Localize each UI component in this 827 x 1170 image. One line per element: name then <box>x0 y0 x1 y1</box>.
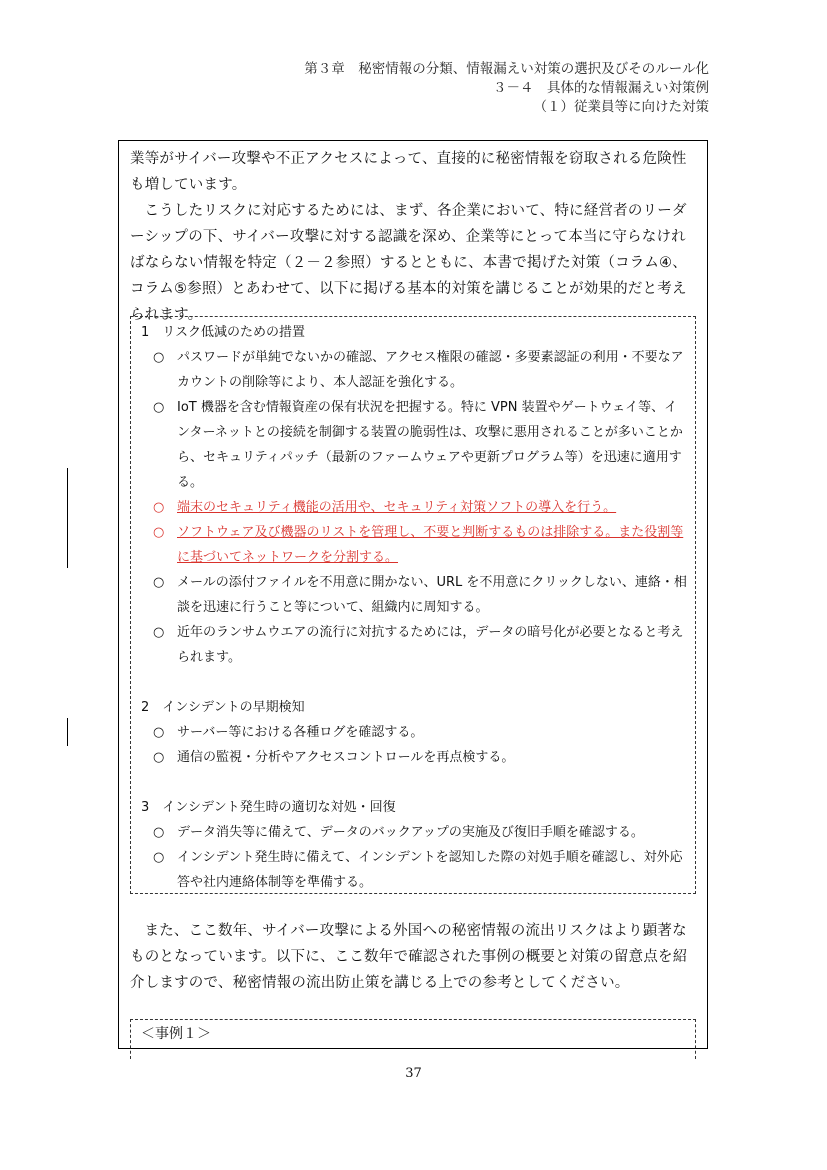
circle-bullet-icon: ○ <box>153 750 165 765</box>
list-item <box>141 620 687 670</box>
circle-bullet-icon: ○ <box>153 625 165 640</box>
item-text: 通信の監視・分析やアクセスコントロールを再点検する。 <box>177 750 515 765</box>
list-item <box>141 395 687 495</box>
item-text: 端末のセキュリティ機能の活用や、セキュリティ対策ソフトの導入を行う。 <box>177 500 617 515</box>
circle-bullet-icon: ○ <box>153 575 165 590</box>
chapter-title: 第３章 秘密情報の分類、情報漏えい対策の選択及びそのルール化 <box>304 61 709 77</box>
item-text: インシデント発生時に備えて、インシデントを認知した際の対処手順を確認し、対外応答や社内連絡体制等を準備する。 <box>177 850 683 890</box>
list-item <box>141 820 687 845</box>
case-box <box>130 1019 696 1059</box>
revision-bar-2 <box>67 718 68 746</box>
item-text: パスワードが単純でないかの確認、アクセス権限の確認・多要素認証の利用・不要なアカウントの削除等により、本人認証を強化する。 <box>177 350 684 390</box>
list-item <box>141 720 687 745</box>
item-text: ソフトウェア及び機器のリストを管理し、不要と判断するものは排除する。また役割等に基づいてネットワークを分割する。 <box>177 525 684 565</box>
outro-section <box>130 918 696 996</box>
list-item <box>141 570 687 620</box>
intro-paragraph-1: 業等がサイバー攻撃や不正アクセスによって、直接的に秘密情報を窃取される危険性も増しています。 <box>130 151 687 193</box>
item-text: サーバー等における各種ログを確認する。 <box>177 725 424 740</box>
intro-section <box>130 146 696 328</box>
circle-bullet-icon: ○ <box>153 725 165 740</box>
circle-bullet-icon: ○ <box>153 825 165 840</box>
item-text: 近年のランサムウエアの流行に対抗するためには，データの暗号化が必要となると考えられます。 <box>177 625 684 665</box>
list-item-highlighted <box>141 495 687 520</box>
revision-bar-1 <box>67 468 68 568</box>
circle-bullet-icon: ○ <box>153 850 165 865</box>
circle-bullet-icon: ○ <box>153 525 165 540</box>
circle-bullet-icon: ○ <box>153 400 165 415</box>
list-item-highlighted <box>141 520 687 570</box>
list-item <box>141 345 687 395</box>
case-title: ＜事例１＞ <box>141 1026 211 1042</box>
circle-bullet-icon: ○ <box>153 350 165 365</box>
list-item <box>141 845 687 895</box>
section-1-title: 1 リスク低減のための措置 <box>141 325 306 340</box>
outro-paragraph: また、ここ数年、サイバー攻撃による外国への秘密情報の流出リスクはより顕著なものとなっています。以下に、ここ数年で確認された事例の概要と対策の留意点を紹介しますので、秘密情報の流出防止策を講じる上での参考としてください。 <box>130 923 688 991</box>
page-number: 37 <box>405 1066 422 1081</box>
item-text: IoT 機器を含む情報資産の保有状況を把握する。特に VPN 装置やゲートウェイ等、インターネットとの接続を制御する装置の脆弱性は、攻撃に悪用されることが多いことから、セキュリティパッチ（最新のファームウェアや更新プログラム等）を迅速に適用する。 <box>177 400 683 490</box>
measures-box <box>130 316 696 894</box>
chapter-header <box>304 60 709 117</box>
subsection-title: （１）従業員等に向けた対策 <box>533 99 709 115</box>
list-item <box>141 745 687 770</box>
section-title: ３－４ 具体的な情報漏えい対策例 <box>493 80 709 96</box>
intro-paragraph-2: こうしたリスクに対応するためには、まず、各企業において、特に経営者のリーダーシップの下、サイバー攻撃に対する認識を深め、企業等にとって本当に守らなければならない情報を特定（２－２参照）するとともに、本書で掲げた対策（コラム④、コラム⑤参照）とあわせて、以下に掲げる基本的対策を講じることが効果的だと考えられます。 <box>130 203 687 323</box>
section-3-title: 3 インシデント発生時の適切な対処・回復 <box>141 800 396 815</box>
item-text: データ消失等に備えて、データのバックアップの実施及び復旧手順を確認する。 <box>177 825 644 840</box>
item-text: メールの添付ファイルを不用意に開かない、URL を不用意にクリックしない、連絡・相談を迅速に行うこと等について、組織内に周知する。 <box>177 575 687 615</box>
circle-bullet-icon: ○ <box>153 500 165 515</box>
section-2-title: 2 インシデントの早期検知 <box>141 700 305 715</box>
